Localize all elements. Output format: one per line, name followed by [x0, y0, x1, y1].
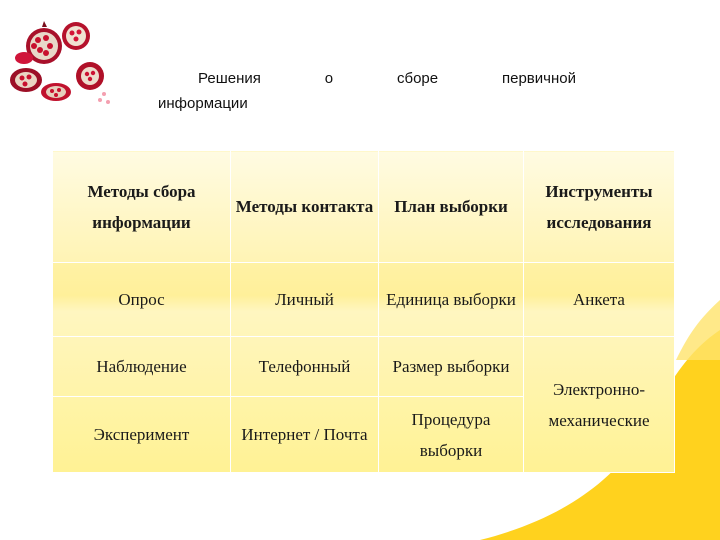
header-cell: Методы сбора информации: [53, 151, 231, 263]
table-cell: Личный: [231, 263, 379, 337]
header-cell: Методы контакта: [231, 151, 379, 263]
title-word: о: [324, 70, 334, 87]
table-row: [53, 337, 675, 397]
table-header-row: [53, 151, 675, 263]
slide-title: [158, 66, 576, 116]
header-cell: Инструменты исследования: [524, 151, 675, 263]
table-cell: Электронно-механические: [524, 337, 675, 473]
table-cell: Процедура выборки: [379, 397, 524, 473]
table-cell: Анкета: [524, 263, 675, 337]
table-cell: Телефонный: [231, 337, 379, 397]
table-cell: Размер выборки: [379, 337, 524, 397]
pomegranate-icon: [4, 18, 112, 108]
title-word: сборе: [396, 70, 439, 87]
title-word: первичной: [502, 70, 576, 87]
table-cell: Интернет / Почта: [231, 397, 379, 473]
header-cell: План выборки: [379, 151, 524, 263]
title-line-2: информации: [158, 95, 248, 112]
table-cell: Эксперимент: [53, 397, 231, 473]
title-word: Решения: [198, 70, 261, 87]
table-row: [53, 263, 675, 337]
table-cell: Опрос: [53, 263, 231, 337]
table-cell: Единица выборки: [379, 263, 524, 337]
table-cell: Наблюдение: [53, 337, 231, 397]
research-methods-table: [52, 150, 675, 473]
